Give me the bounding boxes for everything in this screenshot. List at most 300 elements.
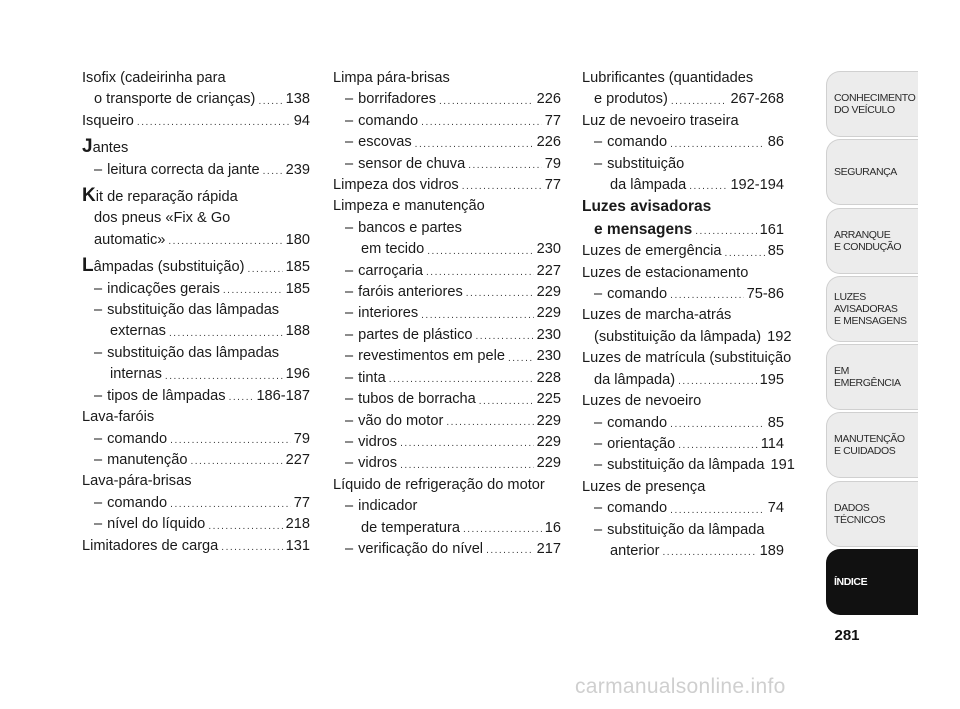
dot-leader [446,418,533,428]
page-reference: 267-268 [730,91,784,108]
entry-dash: – [594,435,603,452]
entry-label: vão do motor [358,412,444,429]
index-entry[interactable] [582,413,784,434]
dot-leader [670,291,744,301]
entry-label: Líquido de refrigeração do motor [333,476,545,493]
page-reference: 77 [293,494,310,511]
dot-leader [400,439,534,449]
index-column-1 [82,68,310,557]
entry-text [345,389,476,410]
index-entry[interactable] [82,111,310,132]
entry-text [94,210,230,226]
index-entry[interactable] [582,348,792,369]
entry-text [82,473,192,489]
entry-label: Limpa pára-brisas [333,70,450,86]
dot-leader [229,393,254,403]
chapter-tab-label: CONHECIMENTO DO VEÍCULO [834,92,916,116]
index-entry[interactable] [333,432,561,453]
entry-label: Luzes de emergência [582,243,722,260]
index-entry[interactable] [333,239,561,260]
entry-text [345,303,418,324]
entry-text [82,136,129,158]
chapter-tab[interactable] [826,208,918,274]
entry-label: substituição da lâmpada [607,521,765,538]
page-reference: 186-187 [256,387,310,404]
chapter-tab-label: ÍNDICE [834,576,868,589]
entry-text [333,175,459,196]
dot-leader [725,249,765,259]
index-entry[interactable] [82,364,310,385]
entry-text [582,350,791,366]
page-reference: 218 [285,516,310,533]
index-entry[interactable] [582,241,784,262]
chapter-tab[interactable] [826,344,918,410]
index-entry[interactable] [333,111,561,132]
page-reference: 74 [767,500,784,517]
entry-dash: – [345,498,354,515]
entry-dash: – [94,344,103,361]
entry-text [333,477,545,493]
chapter-tabs [826,71,918,617]
entry-dash: – [345,219,354,236]
entry-label: âmpadas (substituição) [93,259,245,276]
entry-label: it de reparação rápida [95,189,238,206]
dot-leader [421,311,533,321]
page-reference: 86 [767,134,784,151]
entry-label: Isqueiro [82,112,134,129]
entry-text [582,393,701,409]
entry-text [594,327,761,348]
page-reference: 180 [285,231,310,248]
index-entry[interactable] [333,475,561,496]
entry-label: em tecido [361,241,425,258]
index-entry[interactable] [333,325,561,346]
index-entry[interactable] [582,370,784,391]
entry-label: internas [110,366,162,383]
entry-dash: – [94,302,103,319]
index-entry[interactable] [82,160,310,181]
dot-leader [508,354,534,364]
entry-label: sensor de chuva [358,155,466,172]
entry-label: Luzes avisadoras [582,198,712,216]
page-reference: 79 [544,155,561,172]
entry-dash: – [345,284,354,301]
chapter-tab-label: MANUTENÇÃO E CUIDADOS [834,433,905,458]
index-entry[interactable] [82,208,310,229]
page-reference: 191 [770,457,795,474]
entry-label: tubos de borracha [358,391,476,408]
page-reference: 228 [536,369,561,386]
entry-label: verificação do nível [358,540,484,557]
entry-label: vidros [358,455,398,472]
entry-label: comando [107,430,168,447]
index-entry[interactable] [333,496,561,517]
entry-dash: – [594,134,603,151]
page-reference: 226 [536,134,561,151]
entry-label: da lâmpada) [594,371,676,388]
entry-text [594,284,667,305]
dot-leader [468,161,542,171]
index-entry[interactable] [333,89,561,110]
index-entry[interactable] [582,196,784,218]
page-reference: 229 [536,412,561,429]
entry-text [94,279,220,300]
index-entry[interactable] [582,520,784,541]
page-reference: 192-194 [730,177,784,194]
dot-leader [170,436,291,446]
index-entry[interactable] [333,303,561,324]
watermark: carmanualsonline.info [575,675,786,698]
chapter-tab[interactable] [826,276,918,342]
index-entry[interactable] [82,279,310,300]
page-reference: 230 [536,241,561,258]
index-entry[interactable] [82,89,310,110]
index-entry[interactable] [582,219,784,241]
dot-leader [165,372,283,382]
entry-dash: – [345,540,354,557]
entry-text [82,536,218,557]
page-reference: 131 [285,537,310,554]
dot-leader [479,397,534,407]
entry-dash: – [345,455,354,472]
dot-leader [466,289,534,299]
entry-label: revestimentos em pele [358,348,505,365]
dot-leader [137,118,291,128]
entry-text [345,132,412,153]
index-entry[interactable] [82,386,310,407]
entry-text [594,89,668,110]
index-entry[interactable] [582,154,784,175]
entry-text [582,113,739,129]
entry-dash: – [94,280,103,297]
entry-text [345,111,418,132]
entry-label: substituição da lâmpada [607,457,765,474]
index-entry[interactable] [333,539,561,560]
index-entry[interactable] [82,450,310,471]
index-entry[interactable] [82,343,310,364]
entry-dash: – [345,391,354,408]
chapter-tab[interactable] [826,412,918,478]
chapter-tab-label: DADOS TÉCNICOS [834,501,886,526]
entry-dash: – [594,155,603,172]
page-reference: 230 [536,348,561,365]
entry-dash: – [345,91,354,108]
index-entry[interactable] [333,132,561,153]
entry-dash: – [345,262,354,279]
index-entry[interactable] [582,175,784,196]
index-entry[interactable] [582,132,784,153]
entry-text [345,325,473,346]
index-entry[interactable] [82,429,310,450]
dot-leader [223,286,283,296]
entry-dash: – [594,457,603,474]
entry-label: Luzes de presença [582,478,706,495]
entry-label: da lâmpada [610,177,687,194]
dot-leader [248,265,283,275]
index-entry[interactable] [333,261,561,282]
dot-leader [190,457,282,467]
entry-dash: – [345,412,354,429]
dot-leader [400,461,534,471]
entry-label: vidros [358,433,398,450]
index-entry[interactable] [333,218,561,239]
entry-dash: – [594,414,603,431]
page-reference: 138 [285,91,310,108]
dot-leader [486,546,534,556]
dot-leader [208,522,282,532]
entry-text [582,199,711,215]
chapter-tab[interactable] [826,549,918,615]
entry-dash: – [345,305,354,322]
entry-text [582,307,731,323]
index-entry[interactable] [333,518,561,539]
page-reference: 185 [285,280,310,297]
dot-leader [462,182,542,192]
entry-text [582,265,748,281]
index-entry[interactable] [82,255,310,278]
page-reference: 114 [760,435,784,452]
index-entry[interactable] [82,68,310,89]
entry-dash: – [345,155,354,172]
entry-label: antes [92,140,129,157]
page-reference: 85 [767,243,784,260]
chapter-tab[interactable] [826,139,918,205]
chapter-tab[interactable] [826,71,918,137]
index-entry[interactable] [82,136,310,159]
dot-leader [415,140,534,150]
dot-leader [670,506,765,516]
page-reference: 227 [285,451,310,468]
dot-leader [263,167,283,177]
entry-label: e mensagens [594,220,693,238]
index-entry[interactable] [333,175,561,196]
dot-leader [169,329,283,339]
entry-text [82,70,226,86]
index-entry[interactable] [582,89,784,110]
entry-text [94,493,167,514]
entry-text [94,429,167,450]
dot-leader [678,441,757,451]
page-reference: 79 [293,430,310,447]
entry-text [594,498,667,519]
chapter-tab-label: LUZES AVISADORAS E MENSAGENS [834,290,907,327]
page-reference: 85 [767,414,784,431]
entry-text [610,541,659,562]
entry-dash: – [594,286,603,303]
index-entry[interactable] [582,434,784,455]
entry-label: Lava-pára-brisas [82,473,192,490]
entry-text [594,455,765,476]
chapter-tab-label: SEGURANÇA [834,166,897,179]
entry-label: borrifadores [358,91,436,108]
entry-label: tinta [358,369,386,386]
dot-leader [170,500,291,510]
entry-dash: – [94,451,103,468]
dot-leader [168,237,282,247]
index-entry[interactable] [82,514,310,535]
index-entry[interactable] [82,536,310,557]
dot-leader [671,97,728,107]
entry-text [594,370,675,391]
page-reference: 192 [767,328,792,345]
entry-text [82,111,134,132]
entry-label: Limitadores de carga [82,537,219,554]
entry-dash: – [345,433,354,450]
entry-text [345,220,462,236]
entry-dash: – [345,134,354,151]
entry-text [345,453,397,474]
index-entry[interactable] [82,300,310,321]
entry-label: Lubrificantes (quantidades [582,70,754,86]
page-reference: 161 [759,221,784,238]
index-column-3 [582,68,795,562]
entry-dash: – [94,516,103,533]
entry-label: Limpeza e manutenção [333,198,485,215]
index-entry[interactable] [582,284,784,305]
entry-label: e produtos) [594,91,668,108]
page-reference: 229 [536,305,561,322]
page-reference: 16 [544,519,561,536]
page-reference: 195 [759,371,784,388]
index-entry[interactable] [82,185,310,208]
page-number: 281 [834,627,860,644]
index-entry[interactable] [333,368,561,389]
entry-label: o transporte de crianças) [94,91,256,108]
entry-text [110,321,166,342]
entry-text [110,364,162,385]
entry-label: Lava-faróis [82,409,155,426]
entry-text [345,89,436,110]
page-reference: 239 [285,161,310,178]
index-entry[interactable] [582,455,795,476]
index-entry[interactable] [333,68,561,89]
entry-text [345,368,386,389]
dot-leader [426,268,534,278]
entry-label: comando [358,112,419,129]
page-reference: 77 [544,112,561,129]
entry-dash: – [94,430,103,447]
index-entry[interactable] [582,263,784,284]
page-reference: 229 [536,284,561,301]
index-entry[interactable] [582,305,784,326]
entry-text [582,70,753,86]
index-entry[interactable] [333,346,561,367]
entry-label: indicador [358,498,418,515]
dot-leader [421,118,542,128]
entry-label: automatic» [94,231,166,248]
page-reference: 225 [536,391,561,408]
entry-text [94,230,165,251]
entry-label: escovas [358,134,412,151]
entry-label: interiores [358,305,419,322]
entry-label: Luz de nevoeiro traseira [582,112,739,129]
entry-text [345,154,465,175]
dot-leader [463,525,542,535]
entry-text [610,175,686,196]
entry-text [361,239,424,260]
entry-dash: – [345,326,354,343]
entry-dash: – [345,112,354,129]
entry-text [94,450,187,471]
index-entry[interactable] [82,321,310,342]
index-entry[interactable] [333,154,561,175]
index-entry[interactable] [582,68,784,89]
entry-label: bancos e partes [358,219,462,236]
index-entry[interactable] [582,327,792,348]
page-reference: 77 [544,177,561,194]
entry-label: substituição [607,155,685,172]
entry-text [82,409,154,425]
entry-text [82,255,245,278]
page-reference: 196 [285,366,310,383]
index-letter: J [82,136,93,158]
chapter-tab-label: EM EMERGÊNCIA [834,365,901,390]
page-reference: 230 [536,326,561,343]
page-reference: 217 [536,540,561,557]
entry-label: leitura correcta da jante [107,161,260,178]
entry-label: anterior [610,542,660,559]
entry-text [594,156,684,172]
dot-leader [221,543,282,553]
entry-dash: – [345,369,354,386]
entry-text [582,219,692,241]
index-entry[interactable] [82,230,310,251]
entry-text [345,346,505,367]
dot-leader [662,548,756,558]
index-entry[interactable] [333,411,561,432]
entry-label: Luzes de marcha-atrás [582,307,732,324]
entry-label: de temperatura [361,519,460,536]
entry-text [345,411,443,432]
dot-leader [670,140,765,150]
index-entry[interactable] [333,282,561,303]
index-entry[interactable] [333,389,561,410]
dot-leader [670,420,765,430]
entry-label: comando [607,500,668,517]
index-entry[interactable] [333,453,561,474]
index-entry[interactable] [582,111,784,132]
index-entry[interactable] [333,196,561,217]
dot-leader [427,247,533,257]
entry-label: comando [107,494,168,511]
index-entry[interactable] [582,498,784,519]
page-reference: 226 [536,91,561,108]
index-entry[interactable] [582,541,784,562]
entry-text [594,434,675,455]
dot-leader [689,182,727,192]
entry-text [94,345,279,361]
entry-text [361,518,460,539]
entry-text [594,522,765,538]
dot-leader [476,332,534,342]
index-entry[interactable] [582,477,784,498]
entry-label: partes de plástico [358,326,473,343]
index-entry[interactable] [582,391,784,412]
entry-text [94,514,205,535]
index-entry[interactable] [82,471,310,492]
index-entry[interactable] [82,407,310,428]
chapter-tab-label: ARRANQUE E CONDUÇÃO [834,228,902,253]
page-reference: 189 [759,542,784,559]
entry-label: Luzes de nevoeiro [582,393,702,410]
entry-text [582,241,722,262]
index-entry[interactable] [82,493,310,514]
chapter-tab[interactable] [826,481,918,547]
entry-dash: – [94,494,103,511]
entry-text [594,132,667,153]
dot-leader [695,227,756,237]
entry-text [94,89,255,110]
